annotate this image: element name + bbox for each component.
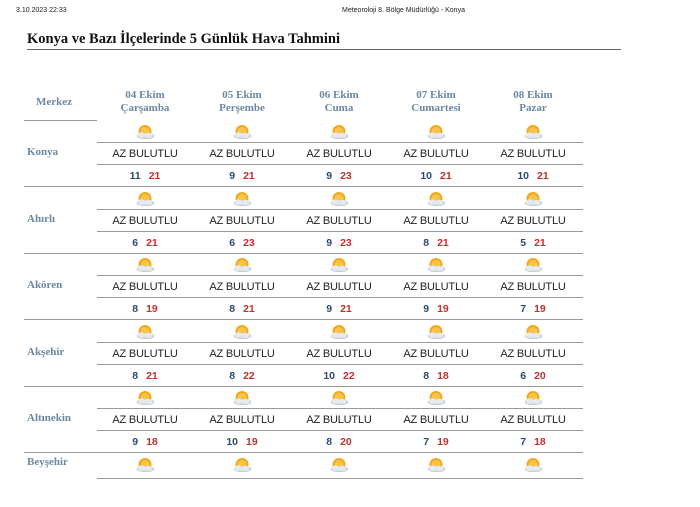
max-temp: 23 (243, 237, 255, 249)
partly-cloudy-sun-icon (135, 190, 155, 206)
day-date: 06 Ekim (319, 89, 359, 101)
temperature-range (485, 303, 581, 315)
day-date: 05 Ekim (222, 89, 262, 101)
partly-cloudy-sun-icon (135, 389, 155, 405)
max-temp: 21 (243, 170, 255, 182)
city-name: Ahırlı (27, 213, 56, 225)
partly-cloudy-sun-icon (329, 456, 349, 472)
max-temp: 21 (243, 303, 255, 315)
partly-cloudy-sun-icon (232, 256, 252, 272)
max-temp: 21 (148, 170, 161, 182)
day-header-1 (97, 89, 193, 115)
condition-text: AZ BULUTLU (500, 414, 566, 426)
min-temp: 8 (229, 370, 236, 382)
min-temp: 6 (132, 237, 139, 249)
condition-text: AZ BULUTLU (209, 148, 275, 160)
condition-text: AZ BULUTLU (500, 348, 566, 360)
condition-text: AZ BULUTLU (112, 148, 178, 160)
condition-text: AZ BULUTLU (112, 348, 178, 360)
max-temp: 19 (146, 303, 158, 315)
row-divider (97, 164, 583, 165)
condition-text: AZ BULUTLU (500, 148, 566, 160)
min-temp: 6 (229, 237, 236, 249)
condition-text: AZ BULUTLU (403, 148, 469, 160)
min-temp: 11 (129, 170, 141, 182)
city-name: Beyşehir (27, 456, 68, 468)
day-date: 08 Ekim (513, 89, 553, 101)
day-weekday: Pazar (519, 102, 547, 114)
row-divider (97, 319, 583, 320)
partly-cloudy-sun-icon (232, 456, 252, 472)
temperature-range (97, 303, 193, 315)
max-temp: 20 (534, 370, 546, 382)
max-temp: 21 (440, 170, 452, 182)
temperature-range (485, 436, 581, 448)
min-temp: 9 (326, 303, 333, 315)
row-divider (97, 142, 583, 143)
condition-text: AZ BULUTLU (306, 148, 372, 160)
row-divider (97, 297, 583, 298)
day-header-5 (485, 89, 581, 115)
condition-text: AZ BULUTLU (112, 281, 178, 293)
condition-text: AZ BULUTLU (306, 281, 372, 293)
city-separator (24, 120, 97, 121)
partly-cloudy-sun-icon (329, 256, 349, 272)
min-temp: 5 (520, 237, 527, 249)
temperature-range (388, 303, 484, 315)
row-divider (97, 430, 583, 431)
min-temp: 9 (423, 303, 430, 315)
partly-cloudy-sun-icon (426, 256, 446, 272)
partly-cloudy-sun-icon (329, 323, 349, 339)
min-temp: 7 (423, 436, 430, 448)
partly-cloudy-sun-icon (135, 123, 155, 139)
min-temp: 8 (132, 370, 139, 382)
min-temp: 8 (229, 303, 236, 315)
partly-cloudy-sun-icon (523, 323, 543, 339)
condition-text: AZ BULUTLU (500, 281, 566, 293)
condition-text: AZ BULUTLU (403, 348, 469, 360)
row-divider (97, 364, 583, 365)
row-divider (97, 275, 583, 276)
row-divider (97, 231, 583, 232)
temperature-range (291, 237, 387, 249)
condition-text: AZ BULUTLU (306, 414, 372, 426)
condition-text: AZ BULUTLU (306, 215, 372, 227)
print-source: Meteoroloji 8. Bölge Müdürlüğü - Konya (342, 7, 465, 14)
partly-cloudy-sun-icon (232, 123, 252, 139)
partly-cloudy-sun-icon (329, 389, 349, 405)
city-separator (24, 386, 97, 387)
city-name: Akören (27, 279, 63, 291)
row-divider (97, 478, 583, 479)
day-weekday: Perşembe (219, 102, 265, 114)
max-temp: 18 (146, 436, 158, 448)
max-temp: 22 (243, 370, 255, 382)
day-date: 07 Ekim (416, 89, 456, 101)
partly-cloudy-sun-icon (523, 456, 543, 472)
day-header-4 (388, 89, 484, 115)
temperature-range (388, 370, 484, 382)
min-temp: 8 (132, 303, 139, 315)
condition-text: AZ BULUTLU (209, 281, 275, 293)
max-temp: 21 (146, 237, 158, 249)
max-temp: 21 (146, 370, 158, 382)
min-temp: 10 (323, 370, 335, 382)
partly-cloudy-sun-icon (426, 389, 446, 405)
min-temp: 8 (423, 237, 430, 249)
temperature-range (291, 170, 387, 182)
min-temp: 9 (132, 436, 139, 448)
temperature-range (97, 237, 193, 249)
day-weekday: Cuma (324, 102, 354, 114)
temperature-range (388, 436, 484, 448)
city-name: Akşehir (27, 346, 65, 358)
min-temp: 10 (517, 170, 529, 182)
city-separator (24, 186, 97, 187)
partly-cloudy-sun-icon (232, 323, 252, 339)
day-header-3 (291, 89, 387, 115)
temperature-range (194, 170, 290, 182)
temperature-range (194, 436, 290, 448)
min-temp: 6 (520, 370, 527, 382)
partly-cloudy-sun-icon (232, 389, 252, 405)
max-temp: 21 (537, 170, 549, 182)
row-divider (97, 186, 583, 187)
partly-cloudy-sun-icon (135, 256, 155, 272)
condition-text: AZ BULUTLU (403, 215, 469, 227)
max-temp: 18 (437, 370, 449, 382)
temperature-range (97, 370, 193, 382)
max-temp: 21 (437, 237, 449, 249)
city-name: Konya (27, 146, 59, 158)
min-temp: 7 (520, 303, 527, 315)
partly-cloudy-sun-icon (426, 323, 446, 339)
partly-cloudy-sun-icon (135, 456, 155, 472)
partly-cloudy-sun-icon (232, 190, 252, 206)
max-temp: 18 (534, 436, 546, 448)
day-header-2 (194, 89, 290, 115)
temperature-range (194, 237, 290, 249)
min-temp: 9 (229, 170, 236, 182)
partly-cloudy-sun-icon (523, 123, 543, 139)
city-separator (24, 253, 97, 254)
row-divider (97, 452, 583, 453)
day-date: 04 Ekim (125, 89, 165, 101)
max-temp: 19 (534, 303, 546, 315)
max-temp: 20 (340, 436, 352, 448)
partly-cloudy-sun-icon (426, 123, 446, 139)
condition-text: AZ BULUTLU (500, 215, 566, 227)
partly-cloudy-sun-icon (523, 190, 543, 206)
min-temp: 8 (423, 370, 430, 382)
row-divider (97, 209, 583, 210)
min-temp: 9 (326, 237, 333, 249)
row-divider (97, 342, 583, 343)
condition-text: AZ BULUTLU (306, 348, 372, 360)
min-temp: 9 (326, 170, 333, 182)
row-divider (97, 386, 583, 387)
partly-cloudy-sun-icon (329, 190, 349, 206)
partly-cloudy-sun-icon (426, 190, 446, 206)
max-temp: 21 (340, 303, 352, 315)
condition-text: AZ BULUTLU (209, 414, 275, 426)
max-temp: 19 (437, 436, 449, 448)
temperature-range (291, 436, 387, 448)
condition-text: AZ BULUTLU (209, 348, 275, 360)
temperature-range (194, 303, 290, 315)
day-weekday: Çarşamba (120, 102, 170, 114)
temperature-range (388, 170, 484, 182)
min-temp: 8 (326, 436, 333, 448)
row-divider (97, 408, 583, 409)
max-temp: 19 (246, 436, 258, 448)
city-separator (24, 319, 97, 320)
temperature-range (485, 237, 581, 249)
row-divider (97, 253, 583, 254)
max-temp: 23 (340, 170, 352, 182)
temperature-range (291, 303, 387, 315)
title-rule (27, 49, 621, 50)
partly-cloudy-sun-icon (329, 123, 349, 139)
condition-text: AZ BULUTLU (209, 215, 275, 227)
city-separator (24, 452, 97, 453)
city-name: Altınekin (27, 412, 72, 424)
page-title: Konya ve Bazı İlçelerinde 5 Günlük Hava Tahmini (27, 31, 341, 47)
partly-cloudy-sun-icon (523, 256, 543, 272)
temperature-range (194, 370, 290, 382)
print-datetime: 3.10.2023 22:33 (16, 7, 67, 14)
min-temp: 10 (420, 170, 432, 182)
condition-text: AZ BULUTLU (403, 281, 469, 293)
condition-text: AZ BULUTLU (403, 414, 469, 426)
temperature-range (485, 170, 581, 182)
partly-cloudy-sun-icon (135, 323, 155, 339)
temperature-range (291, 370, 387, 382)
max-temp: 22 (343, 370, 355, 382)
day-weekday: Cumartesi (411, 102, 461, 114)
partly-cloudy-sun-icon (426, 456, 446, 472)
temperature-range (97, 436, 193, 448)
min-temp: 10 (226, 436, 238, 448)
min-temp: 7 (520, 436, 527, 448)
max-temp: 23 (340, 237, 352, 249)
merkez-header: Merkez (35, 96, 73, 108)
temperature-range (97, 170, 193, 182)
max-temp: 19 (437, 303, 449, 315)
temperature-range (388, 237, 484, 249)
temperature-range (485, 370, 581, 382)
max-temp: 21 (534, 237, 546, 249)
condition-text: AZ BULUTLU (112, 414, 178, 426)
partly-cloudy-sun-icon (523, 389, 543, 405)
condition-text: AZ BULUTLU (112, 215, 178, 227)
